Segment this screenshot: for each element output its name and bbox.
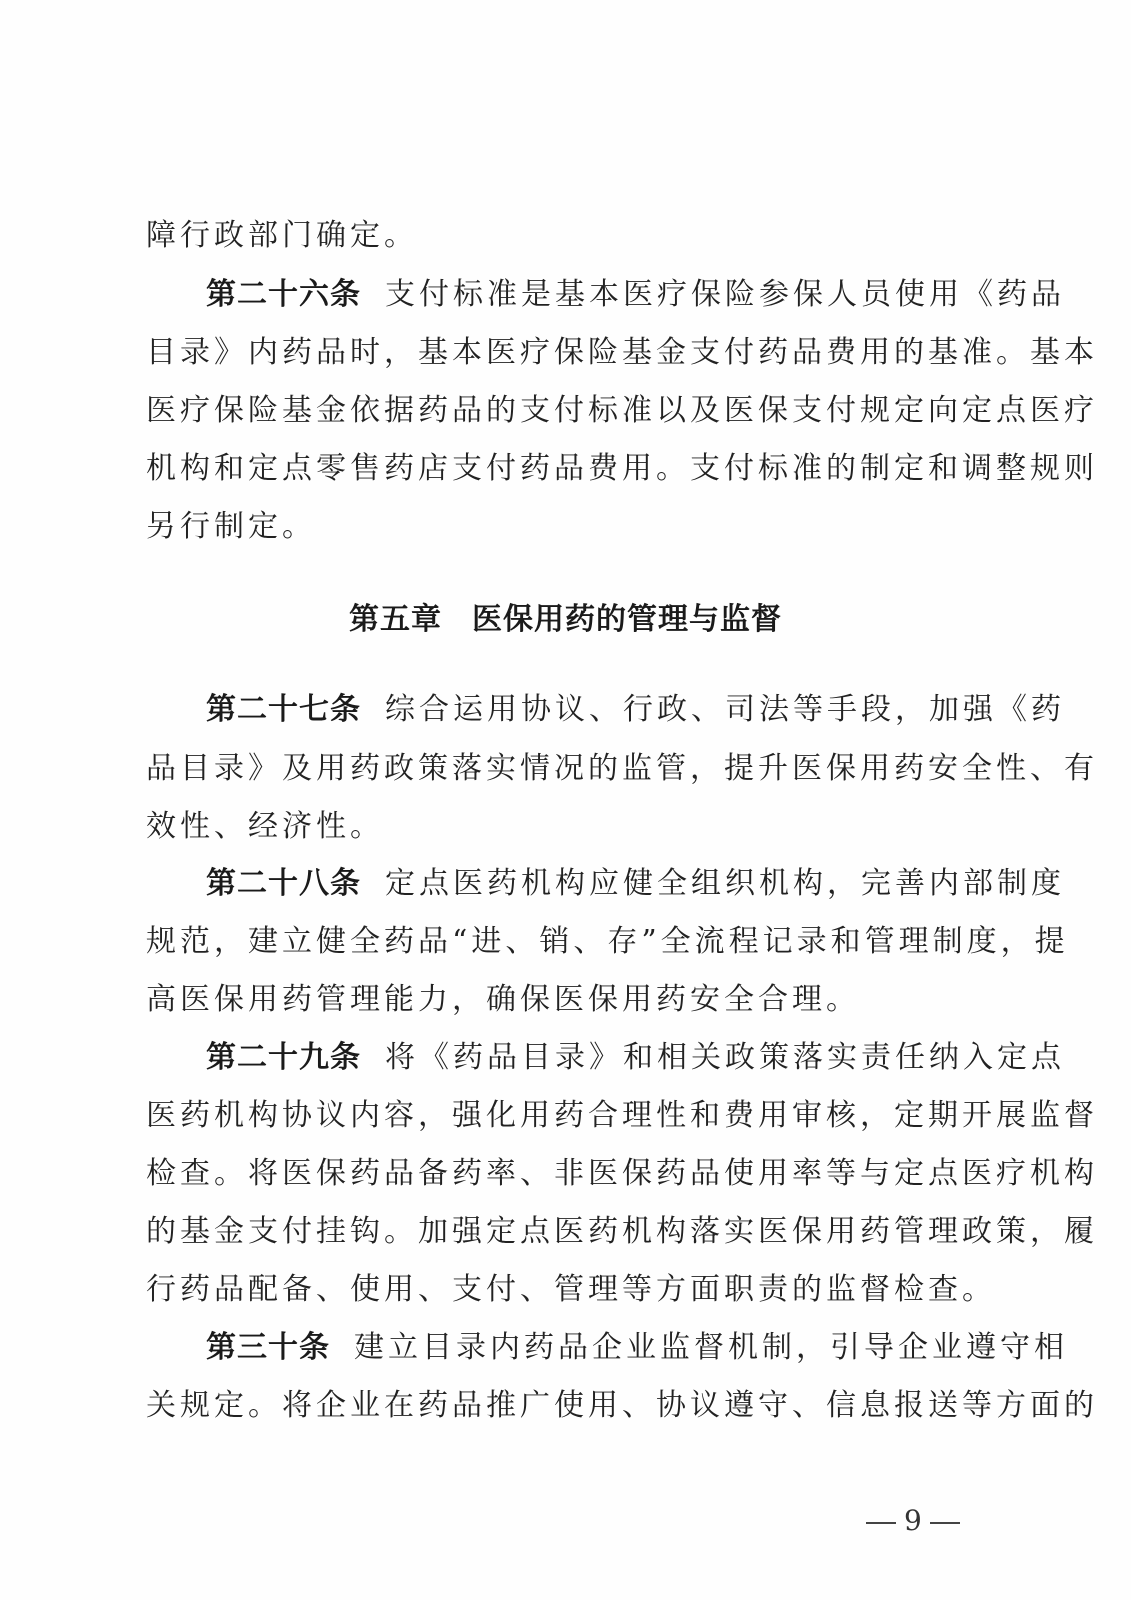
paragraph-line	[146, 1386, 1098, 1426]
paragraph-line	[146, 507, 986, 547]
paragraph-line	[146, 922, 1069, 962]
page-number	[858, 1503, 968, 1539]
dash-left	[866, 1522, 896, 1524]
line-text: 医疗保险基金依据药品的支付标准以及医保支付规定向定点医疗	[146, 393, 1098, 428]
line-text: 效性、经济性。	[146, 809, 384, 844]
paragraph-line	[146, 391, 1098, 431]
chapter-title: 医保用药的管理与监督	[472, 602, 782, 637]
paragraph-line	[146, 980, 986, 1020]
article-27-first-line	[206, 690, 1065, 730]
line-text: 医药机构协议内容，强化用药合理性和费用审核，定期开展监督	[146, 1098, 1098, 1133]
article-29-first-line	[206, 1038, 1065, 1078]
line-text: 关规定。将企业在药品推广使用、协议遵守、信息报送等方面的	[146, 1388, 1098, 1423]
article-label: 第二十六条	[206, 277, 361, 312]
article-label: 第二十九条	[206, 1040, 361, 1075]
page-number-value: 9	[904, 1504, 922, 1537]
paragraph-line	[146, 216, 986, 256]
line-text: 机构和定点零售药店支付药品费用。支付标准的制定和调整规则	[146, 451, 1098, 486]
paragraph-line	[146, 333, 1098, 373]
line-text: 障行政部门确定。	[146, 218, 418, 253]
line-text: 支付标准是基本医疗保险参保人员使用《药品	[385, 277, 1065, 312]
line-text: 行药品配备、使用、支付、管理等方面职责的监督检查。	[146, 1272, 996, 1307]
line-text: 品目录》及用药政策落实情况的监管，提升医保用药安全性、有	[146, 751, 1098, 786]
line-text: 综合运用协议、行政、司法等手段，加强《药	[385, 692, 1065, 727]
article-28-first-line	[206, 864, 1065, 904]
line-text: 的基金支付挂钩。加强定点医药机构落实医保用药管理政策，履	[146, 1214, 1098, 1249]
article-label: 第二十八条	[206, 866, 361, 901]
paragraph-line	[146, 749, 1098, 789]
paragraph-line	[146, 1212, 1098, 1252]
article-label: 第三十条	[206, 1330, 330, 1365]
paragraph-line	[146, 807, 986, 847]
line-text: 检查。将医保药品备药率、非医保药品使用率等与定点医疗机构	[146, 1156, 1098, 1191]
article-30-first-line	[206, 1328, 1068, 1368]
line-text: 另行制定。	[146, 509, 316, 544]
line-text: 目录》内药品时，基本医疗保险基金支付药品费用的基准。基本	[146, 335, 1098, 370]
paragraph-line	[146, 1096, 1098, 1136]
line-text: 将《药品目录》和相关政策落实责任纳入定点	[385, 1040, 1065, 1075]
paragraph-line	[146, 1270, 996, 1310]
paragraph-line	[146, 449, 1098, 489]
article-label: 第二十七条	[206, 692, 361, 727]
chapter-number: 第五章	[349, 602, 442, 637]
line-text: 定点医药机构应健全组织机构，完善内部制度	[385, 866, 1065, 901]
chapter-heading	[0, 600, 1131, 640]
line-text: 建立目录内药品企业监督机制，引导企业遵守相	[354, 1330, 1068, 1365]
dash-right	[930, 1522, 960, 1524]
line-text: 高医保用药管理能力，确保医保用药安全合理。	[146, 982, 860, 1017]
article-26-first-line	[206, 275, 1065, 315]
paragraph-line	[146, 1154, 1098, 1194]
line-text: 规范，建立健全药品“进、销、存”全流程记录和管理制度，提	[146, 924, 1069, 959]
